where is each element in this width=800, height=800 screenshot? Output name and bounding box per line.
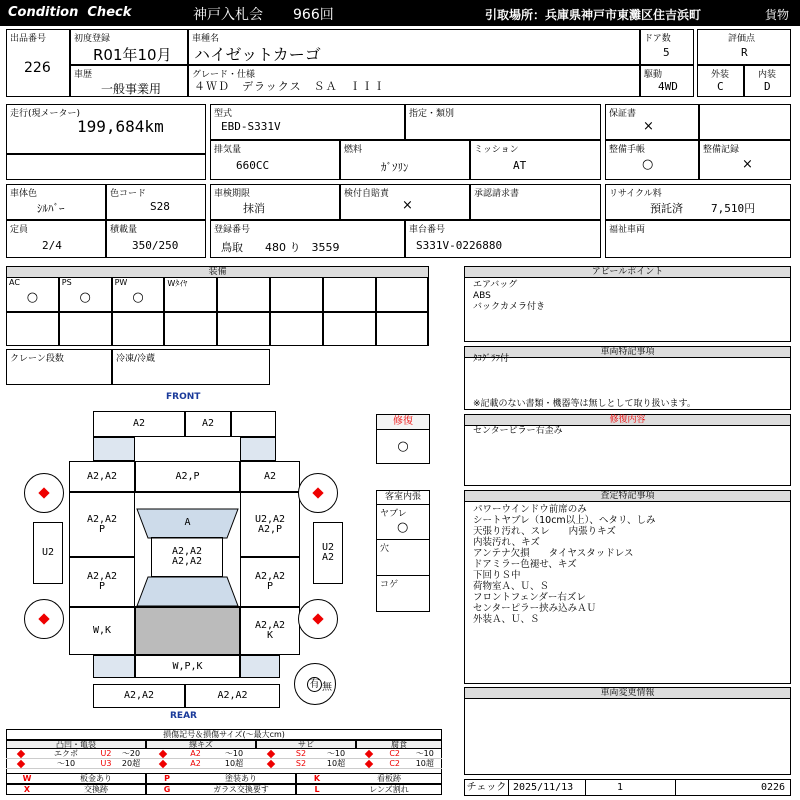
legend-marker <box>356 759 382 769</box>
legend-size: 20超 <box>116 759 146 769</box>
legend-title: 損傷記号＆損傷サイズ(～最大cm) <box>7 730 441 740</box>
lot-number: 226 <box>24 60 51 76</box>
center-body <box>135 492 240 607</box>
rating: R <box>741 46 748 59</box>
crane-box <box>6 349 112 385</box>
cabin-tear-label: ヤブレ <box>380 509 407 519</box>
legend-code-row <box>6 784 146 795</box>
inspection-note-line: パワーウインドウ前席のみ <box>473 504 587 515</box>
grade: ４ＷＤ デラックス ＳＡ ＩＩＩ <box>194 80 386 93</box>
special-line: ※記載のない書類・機器等は無しとして取り扱います。 <box>473 399 696 409</box>
appeal-line: ABS <box>473 291 491 301</box>
spare-no: 無 <box>322 682 332 693</box>
equipment-cell <box>59 277 112 312</box>
special-title: 車両特記事項 <box>465 347 790 358</box>
legend-marker <box>6 759 36 769</box>
front-right-panel: A2 <box>185 411 231 437</box>
equipment-item-label: PS <box>61 278 72 287</box>
welfare-box <box>605 220 791 258</box>
history-label: 車歴 <box>74 70 93 80</box>
equipment-item-value: ○ <box>26 290 39 305</box>
legend-code-value: 板金あり <box>80 774 112 783</box>
first-reg-label: 初度登録 <box>74 34 111 44</box>
special-line <box>473 364 696 373</box>
equipment-cell <box>376 277 429 312</box>
freezer-box <box>112 349 270 385</box>
legend-marker <box>256 759 286 769</box>
designation-label: 指定・類別 <box>409 109 455 119</box>
appeal-line: バックカメラ付き <box>473 302 546 312</box>
load: 350/250 <box>132 239 179 252</box>
equipment-cell <box>6 277 59 312</box>
mileage: 199,684km <box>77 117 164 136</box>
color-code: S28 <box>150 200 170 213</box>
equipment-cell <box>376 312 429 347</box>
rear-label: REAR <box>170 711 197 721</box>
equipment-cell <box>270 312 323 347</box>
inspection-note-line: シートヤブレ（10cm以上）、ヘタリ、しみ <box>473 515 656 526</box>
fender-fr: A2 <box>240 461 300 492</box>
legend-code-key: K <box>313 774 321 783</box>
repair-title: 修復内容 <box>465 415 790 426</box>
equipment-item-value: ○ <box>132 290 144 305</box>
capacity-box <box>6 220 106 258</box>
legend-size: ～10 <box>212 749 256 759</box>
damage-marker-icon <box>267 759 275 767</box>
front-left-panel: A2 <box>93 411 185 437</box>
legend-size: 10超 <box>212 759 256 769</box>
grade-label: グレード・仕様 <box>192 70 256 80</box>
color-label: 車体色 <box>10 189 38 199</box>
door-rr: A2,A2 P <box>240 557 300 607</box>
rr-pillar <box>240 655 280 678</box>
special-line: ﾀｺｸﾞﾗﾌ付 <box>473 354 510 364</box>
inspection-box <box>210 184 340 220</box>
inspection-note-line: センターピラー挟み込みＡＵ <box>473 603 597 614</box>
legend-marker <box>6 749 36 759</box>
equipment-item-label: AC <box>9 278 20 287</box>
inspection-notes-panel <box>464 490 791 684</box>
cabin-row-hole <box>377 540 429 576</box>
tire-fl-icon <box>24 473 64 513</box>
legend-group-name: 凸凹・亀裂 <box>6 740 146 749</box>
front-right-end <box>231 411 276 437</box>
equipment-cell <box>6 312 59 347</box>
equipment-cell <box>217 277 270 312</box>
hood: A2,P <box>135 461 240 492</box>
check-label: チェック <box>465 780 509 795</box>
rating-box <box>697 29 791 65</box>
chassis-box <box>405 220 601 258</box>
warranty-box <box>605 104 699 140</box>
chassis: S331V-0226880 <box>416 239 503 252</box>
mileage-extra-box <box>6 154 206 180</box>
roof: A2,A2 A2,A2 <box>151 537 223 577</box>
inspection-note-line: 天張り汚れ、スレ 内張りキズ <box>473 526 616 537</box>
model-box <box>210 104 405 140</box>
warranty: × <box>643 119 654 134</box>
legend-code-value: ガラス交換要す <box>213 785 269 794</box>
fl-pillar <box>93 437 135 461</box>
windshield: A <box>184 517 191 528</box>
modification-panel <box>464 687 791 775</box>
repair-value: ○ <box>397 439 409 454</box>
rating-label: 評価点 <box>728 34 756 44</box>
legend-code: A2 <box>179 759 212 769</box>
appeal-lines <box>473 280 545 313</box>
history: 一般事業用 <box>101 82 162 96</box>
fuel-box <box>340 140 470 180</box>
inspection: 抹消 <box>243 202 265 215</box>
spare-yes: 有 <box>307 677 322 692</box>
damage-marker-icon <box>158 749 166 757</box>
damage-marker-icon <box>267 749 275 757</box>
maint: × <box>742 157 753 172</box>
auction-number: 966回 <box>293 7 334 23</box>
repair-lines <box>473 426 563 437</box>
modification-title: 車両変更情報 <box>465 688 790 699</box>
legend-code: C2 <box>382 749 408 759</box>
manual: ○ <box>642 157 654 172</box>
equipment-cell <box>217 312 270 347</box>
warranty-label: 保証書 <box>609 109 637 119</box>
equipment-cell <box>59 312 112 347</box>
car-name-box <box>188 29 640 65</box>
legend-code-row <box>296 773 442 784</box>
legend-code: U3 <box>96 759 116 769</box>
auto-tax-box <box>340 184 470 220</box>
fender-fl: A2,A2 <box>69 461 135 492</box>
legend-code: S2 <box>286 749 316 759</box>
inspection-note-line: 外装Ａ、Ｕ、Ｓ <box>473 614 540 625</box>
check-date: 2025/11/13 <box>513 782 574 793</box>
cabin-row-burn <box>377 576 429 611</box>
displacement-label: 排気量 <box>214 145 242 155</box>
repair-box <box>376 414 430 464</box>
cabin-tear-value: ○ <box>397 520 409 535</box>
load-box <box>106 220 206 258</box>
damage-marker-icon <box>365 759 373 767</box>
tire-rl-icon <box>24 599 64 639</box>
legend-code-row <box>146 784 296 795</box>
fuel: ｶﾞｿﾘﾝ <box>381 161 409 174</box>
car-name: ハイゼットカーゴ <box>194 45 321 64</box>
recycle-box <box>605 184 791 220</box>
legend-group-name: 腐食 <box>356 740 442 749</box>
drive: 4WD <box>658 80 678 93</box>
color-box <box>6 184 106 220</box>
equipment-cell <box>164 312 217 347</box>
legend-marker <box>146 759 179 769</box>
special-line <box>473 373 696 382</box>
legend-size: ～10 <box>316 749 356 759</box>
exterior-box <box>697 65 744 97</box>
legend-size: ～10 <box>36 759 96 769</box>
cabin-hole-label: 穴 <box>380 544 390 554</box>
cabin-panel <box>376 490 430 612</box>
legend-code-key: P <box>164 774 170 783</box>
freezer-label: 冷凍/冷蔵 <box>116 354 156 364</box>
legend-group-name: サビ <box>256 740 356 749</box>
equipment-cell <box>164 277 217 312</box>
approval-box <box>470 184 601 220</box>
legend-code: C2 <box>382 759 408 769</box>
special-line <box>473 382 696 391</box>
color-code-box <box>106 184 206 220</box>
damage-marker-icon <box>17 749 25 757</box>
interior: D <box>764 80 771 93</box>
spare-tire-icon <box>294 663 336 705</box>
inspection-notes-lines <box>473 504 655 625</box>
legend-cell: エクボ <box>36 749 96 759</box>
vehicle-type: 貨物 <box>765 8 790 22</box>
legend-size: ～10 <box>408 749 442 759</box>
inspection-note-line: アンテナ欠損 タイヤスタッドレス <box>473 548 634 559</box>
appeal-line: エアバッグ <box>473 280 518 290</box>
appeal-title: アピールポイント <box>465 267 790 278</box>
fr-pillar <box>240 437 276 461</box>
repair-panel <box>464 414 791 486</box>
equipment-item-label: PW <box>114 278 128 287</box>
equipment-item-value: ○ <box>79 290 91 305</box>
equipment-cell <box>323 277 376 312</box>
cabin-title: 客室内張 <box>377 491 429 505</box>
first-reg: R01年10月 <box>93 46 172 64</box>
legend-code-value: 交換跡 <box>84 785 108 794</box>
rl-pillar <box>93 655 135 678</box>
tire-rr-icon <box>298 599 338 639</box>
legend-code-row <box>296 784 442 795</box>
damage-marker-icon <box>158 759 166 767</box>
inspection-note-line: フロントフェンダー右ズレ <box>473 592 586 603</box>
doors-box <box>640 29 694 65</box>
legend-code-value: 塗装あり <box>225 774 257 783</box>
model: EBD-S331V <box>221 120 281 133</box>
legend-code: A2 <box>179 749 212 759</box>
interior-box <box>744 65 791 97</box>
car-name-label: 車種名 <box>192 34 220 44</box>
repair-line: センターピラー右歪み <box>473 426 563 436</box>
fuel-label: 燃料 <box>344 145 363 155</box>
damage-marker-icon <box>365 749 373 757</box>
capacity: 2/4 <box>42 239 62 252</box>
special-panel <box>464 346 791 410</box>
legend-size: 10超 <box>316 759 356 769</box>
chassis-label: 車台番号 <box>409 225 446 235</box>
displacement-box <box>210 140 340 180</box>
doors: 5 <box>663 46 670 59</box>
designation-box <box>405 104 601 140</box>
reg-label: 登録番号 <box>214 225 251 235</box>
exterior: C <box>717 80 724 93</box>
drive-box <box>640 65 694 97</box>
equipment-title: 装備 <box>7 267 428 278</box>
side-left: U2 <box>33 522 63 584</box>
footer-divider-2 <box>675 780 676 795</box>
footer-bar <box>464 779 791 796</box>
mission-box <box>470 140 601 180</box>
equipment-cell <box>112 312 165 347</box>
exterior-label: 外装 <box>711 70 730 80</box>
drive-label: 駆動 <box>644 70 663 80</box>
lot-number-box <box>6 29 70 97</box>
crane-label: クレーン段数 <box>10 354 64 364</box>
color: ｼﾙﾊﾞｰ <box>37 202 65 215</box>
mileage-box <box>6 104 206 154</box>
first-reg-box <box>70 29 188 65</box>
maint-label: 整備記録 <box>703 145 740 155</box>
damage-marker-icon <box>17 759 25 767</box>
legend-group-name: 線キズ <box>146 740 256 749</box>
condition-check-title: Condition Check <box>8 5 132 20</box>
tire-fr-icon <box>298 473 338 513</box>
legend-code: S2 <box>286 759 316 769</box>
quarter-rl: W,K <box>69 607 135 655</box>
cabin-burn-label: コゲ <box>380 580 399 590</box>
legend-marker <box>256 749 286 759</box>
special-lines <box>473 355 696 409</box>
legend-code-value: レンズ割れ <box>369 785 409 794</box>
equipment-cell <box>323 312 376 347</box>
legend-marker <box>356 749 382 759</box>
warranty-extra-box <box>699 104 791 140</box>
legend-code-value: 看板跡 <box>377 774 401 783</box>
check-code: 0226 <box>761 782 786 793</box>
legend-code-row <box>6 773 146 784</box>
displacement: 660CC <box>236 159 270 172</box>
rear-left-panel: A2,A2 <box>93 684 185 708</box>
model-label: 型式 <box>214 109 233 119</box>
inspection-note-line: 下回りＳ中 <box>473 570 521 581</box>
auction-name: 神戸入札会 <box>193 7 263 23</box>
load-label: 積載量 <box>110 225 138 235</box>
back-door: W,P,K <box>135 655 240 678</box>
pickup-location: 引取場所：兵庫県神戸市東灘区住吉浜町 <box>485 8 702 22</box>
reg: 鳥取 480 り 3559 <box>221 241 340 254</box>
appeal-panel <box>464 266 791 342</box>
capacity-label: 定員 <box>10 225 29 235</box>
mission-label: ミッション <box>474 145 519 155</box>
header-bar <box>0 0 800 26</box>
doors-label: ドア数 <box>644 34 671 44</box>
equipment-item-label: Wﾀｲﾔ <box>167 279 188 288</box>
quarter-rr: A2,A2 K <box>240 607 300 655</box>
equipment-cell <box>270 277 323 312</box>
front-label: FRONT <box>166 392 201 402</box>
cabin-row-tear <box>377 505 429 540</box>
legend-code-row <box>146 773 296 784</box>
legend-size: 10超 <box>408 759 442 769</box>
welfare-label: 福祉車両 <box>609 225 646 235</box>
check-count: 1 <box>617 782 624 793</box>
legend-marker <box>146 749 179 759</box>
lot-number-label: 出品番号 <box>10 34 47 44</box>
auto-tax-label: 検付自賠責 <box>344 189 390 199</box>
legend-code-key: W <box>22 774 32 783</box>
side-right: U2 A2 <box>313 522 343 584</box>
door-fl: A2,A2 P <box>69 492 135 557</box>
legend-code-key: X <box>23 785 31 794</box>
inspection-note-line: ドアミラー色褪せ、キズ <box>473 559 577 570</box>
equipment-cell <box>112 277 165 312</box>
recycle-label: リサイクル料 <box>609 189 662 199</box>
manual-label: 整備手帳 <box>609 145 646 155</box>
recycle-amount: 7,510円 <box>711 202 756 215</box>
inspection-label: 車検期限 <box>214 189 251 199</box>
footer-divider-1 <box>585 780 586 795</box>
rear-right-panel: A2,A2 <box>185 684 280 708</box>
manual-box <box>605 140 699 180</box>
legend-code-key: G <box>163 785 171 794</box>
reg-box <box>210 220 405 258</box>
maint-box <box>699 140 791 180</box>
repair-label: 修復 <box>377 415 429 430</box>
door-rl: A2,A2 P <box>69 557 135 607</box>
inspection-note-line: 荷物室Ａ、Ｕ、Ｓ <box>473 581 550 592</box>
color-code-label: 色コード <box>110 189 147 199</box>
history-box <box>70 65 188 97</box>
interior-label: 内装 <box>758 70 777 80</box>
recycle-status: 預託済 <box>650 202 683 215</box>
inspection-note-line: 内装汚れ、キズ <box>473 537 540 548</box>
approval-label: 承認請求書 <box>474 189 520 199</box>
legend-code: U2 <box>96 749 116 759</box>
mission: AT <box>513 159 527 172</box>
legend-size: ～20 <box>116 749 146 759</box>
door-fr: U2,A2 A2,P <box>240 492 300 557</box>
auto-tax: × <box>402 198 413 213</box>
inspection-notes-title: 査定特記事項 <box>465 491 790 502</box>
grade-box <box>188 65 640 97</box>
legend-code-key: L <box>314 785 320 794</box>
cargo-floor <box>135 607 240 655</box>
mileage-label: 走行(現メーター) <box>10 109 81 119</box>
